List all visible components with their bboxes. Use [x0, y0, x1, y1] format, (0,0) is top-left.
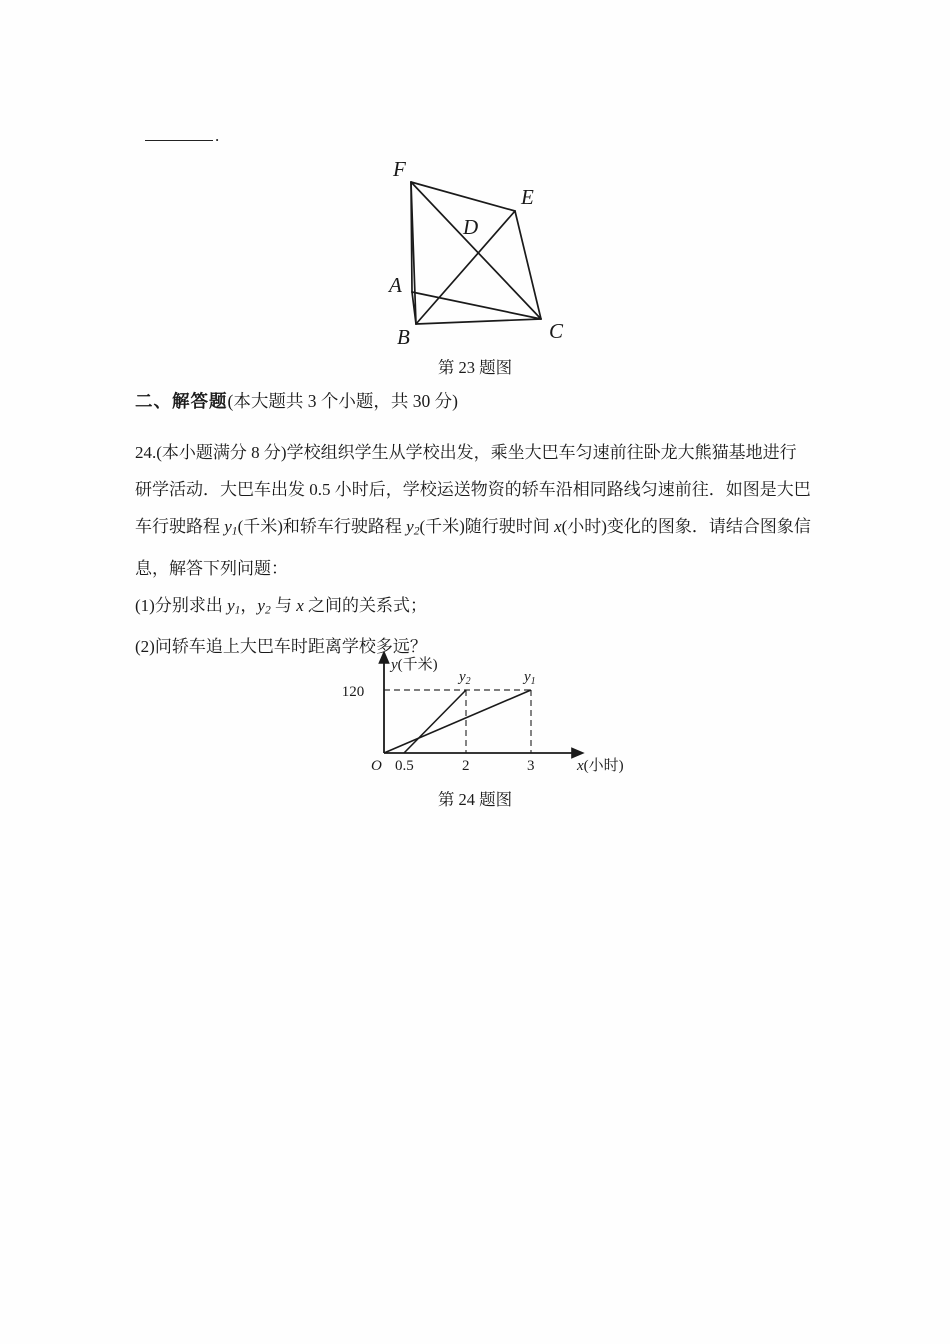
x-tick-3: 3 [527, 758, 535, 774]
vertex-label-D: D [463, 215, 479, 239]
q1-var-y1-subscript: 1 [234, 603, 241, 617]
var-y1-subscript: 1 [231, 524, 238, 538]
series-label-y2: $y_2$ [459, 669, 471, 687]
problem-24-line-2: 研学活动．大巴车出发 0.5 小时后，学校运送物资的轿车沿相同路线匀速前往．如图是大巴 [135, 480, 811, 499]
answer-blank-line[interactable] [145, 127, 213, 141]
line-3-part-d: (小时)变化的图象．请结合图象信 [561, 517, 811, 536]
var-y2-inline: $y_2$ [406, 517, 420, 538]
question-1-part-a: 分别求出 [154, 595, 228, 615]
x-tick-2: 2 [462, 758, 470, 774]
q1-var-y2: $y_2$ [257, 595, 271, 617]
answer-blank-period: . [215, 126, 220, 145]
var-y1-inline: $y_1$ [224, 517, 238, 538]
line-3-part-c: (千米)随行驶时间 [419, 517, 555, 536]
problem-24-line-1 [135, 434, 825, 471]
vertex-label-B: B [397, 325, 410, 347]
vertex-label-F: F [393, 157, 406, 181]
problem-24-number: 24. [135, 443, 157, 462]
question-2-text: 问轿车追上大巴车时距离学校多远？ [154, 637, 427, 657]
q1-var-x: x [296, 595, 304, 615]
problem-24-line-1-text: 学校组织学生从学校出发，乘坐大巴车匀速前往卧龙大熊猫基地进行 [286, 443, 797, 462]
vertex-label-A: A [389, 273, 402, 297]
problem-24-score-note: (本小题满分 8 分) [156, 443, 287, 462]
x-tick-0-5: 0.5 [395, 758, 414, 774]
figure-24-caption: 第 24 题图 [437, 790, 513, 809]
answer-blank-row [145, 126, 219, 146]
figure-23-geometry [355, 152, 595, 347]
problem-24-body [135, 434, 825, 665]
section-heading-detail: (本大题共 3 个小题，共 30 分) [227, 391, 458, 411]
problem-24-line-4: 息，解答下列问题： [135, 558, 288, 578]
q1-var-y2-subscript: 2 [264, 603, 271, 617]
section-heading-title: 二、解答题 [135, 391, 228, 411]
problem-24-line-3 [135, 508, 825, 550]
question-1-part-c: 与 [270, 595, 297, 615]
series-label-y1: $y_1$ [524, 669, 536, 687]
origin-label: O [371, 758, 382, 774]
problem-24-question-1 [135, 587, 825, 629]
q1-var-y1: $y_1$ [227, 595, 241, 617]
y-axis-label: y(千米) [391, 657, 438, 673]
segment-FA [411, 182, 412, 292]
x-axis-label: x(小时) [577, 758, 624, 774]
segment-BC [416, 319, 541, 324]
line-3-part-a: 车行驶路程 [135, 517, 225, 536]
question-1-part-b: ， [240, 595, 258, 615]
vertex-label-E: E [521, 185, 534, 209]
var-y2-subscript: 2 [413, 524, 420, 538]
question-2-label: (2) [135, 637, 155, 657]
segment-FE [411, 182, 515, 211]
question-1-label: (1) [135, 595, 155, 615]
y-tick-120: 120 [341, 684, 365, 700]
figure-24-graph [333, 652, 633, 782]
figure-23-caption: 第 23 题图 [437, 358, 513, 377]
section-heading [135, 388, 458, 413]
line-3-part-b: (千米)和轿车行驶路程 [237, 517, 407, 536]
segment-EC [515, 211, 541, 319]
var-x-inline: x [554, 517, 562, 536]
question-1-part-d: 之间的关系式； [303, 595, 428, 615]
vertex-label-C: C [549, 319, 564, 343]
